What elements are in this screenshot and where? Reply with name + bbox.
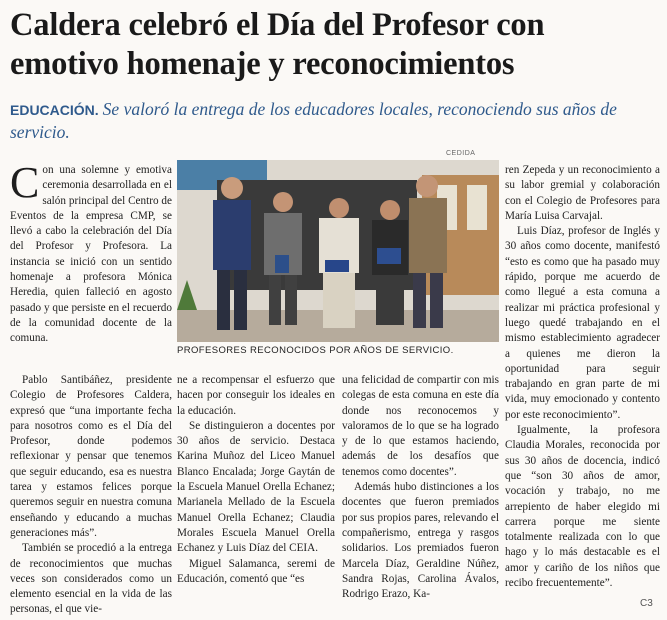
paragraph: ren Zepeda y un reconocimiento a su labor gremial y colaboración con el Colegio de Profesores para María Luisa Carvajal. bbox=[505, 164, 660, 222]
paragraph: Se distinguieron a docentes por 30 años de servicio. Destaca Karina Muñoz del Liceo Manuel Blanco Encalada; Jorge Gaytán de la Escuela Manuel Orella Echanez; Marianela Mellado de la Escuela Manuel Orella Echanez; Claudia Morales Escuela Manuel Orella Echanez y Luis Díaz del CEIA. bbox=[177, 419, 335, 555]
photo-credit: CEDIDA bbox=[446, 150, 476, 157]
lead-text: on una solemne y emotiva ceremonia desarrollada en el salón principal del Centro de Eventos de la empresa CMP, se llevó a cabo la celebración del Día del Profesor y Profesora. La instancia se inició con un sentido homenaje a profesora Mónica Heredia, quien falleció en agosto pasado y que persiste en el recuerdo de la comunidad docente de la comuna. bbox=[10, 164, 172, 345]
photo-caption: PROFESORES RECONOCIDOS POR AÑOS DE SERVICIO. bbox=[177, 345, 454, 356]
end-mark: C3 bbox=[640, 598, 653, 609]
subheadline-text: Se valoró la entrega de los educadores locales, reconociendo sus años de servicio. bbox=[10, 99, 617, 142]
drop-cap: C bbox=[10, 158, 40, 207]
paragraph: Además hubo distinciones a los docentes que fueron premiados por sus propios pares, relevando el compañerismo, entrega y rasgos solidarios. Los premiados fueron Marcela Díaz, Geraldine Núñez, Sandra Rojas, Carolina Ávalos, Rodrigo Erazo, Ka- bbox=[342, 481, 499, 601]
paragraph: Igualmente, la profesora Claudia Morales, reconocida por sus 30 años de docencia, indicó que “son 30 años de amor, vocación y trabajo, no me arrepiento de haber elegido mi carrera porque me siente totalmente realizada con lo que hago y lo más destacable es el amor y cariño de los niños que recibo frecuentemente”. bbox=[505, 424, 660, 590]
article-column-1-bottom bbox=[10, 373, 172, 618]
paragraph: Luis Díaz, profesor de Inglés y 30 años como docente, manifestó “esto es como que ha pasado muy rápido, porque me acuerdo de como llegué a esta comuna a realizar mi práctica profesional y luego quedé trabajando en el mismo establecimiento agradecer a quienes me dieron la oportunidad para seguir trabajando en gran parte de mi vida, muy emocionado y contento por este reconocimiento”. bbox=[505, 225, 660, 421]
headline: Caldera celebró el Día del Profesor con emotivo homenaje y reconocimientos bbox=[10, 7, 545, 82]
paragraph: una felicidad de compartir con mis colegas de esta comuna en este día donde nos reconocemos y valoramos de lo que se ha logrado y de lo que estamos haciendo, además de los desafíos que tenemos como docentes”. bbox=[342, 374, 499, 478]
section-label: EDUCACIÓN. bbox=[10, 102, 99, 118]
paragraph: Pablo Santibáñez, presidente Colegio de Profesores Caldera, expresó que “una importante fecha para nosotros como es el Día del Profesor, donde podemos reflexionar y pensar que tenemos que seguir educando, esa es nuestra tarea y estamos felices porque queremos seguir en nuestra comuna enseñando y educando a muchas generaciones más”. bbox=[10, 374, 172, 539]
subheadline bbox=[10, 98, 655, 143]
article-column-3 bbox=[342, 373, 499, 602]
paragraph: También se procedió a la entrega de reconocimientos que muchas veces son considerados como un elemento esencial en la vida de las personas, el que vie- bbox=[10, 542, 172, 616]
paragraph: Miguel Salamanca, seremi de Educación, comentó que “es bbox=[177, 557, 335, 585]
lead-paragraph bbox=[10, 158, 172, 347]
article-column-1-top bbox=[10, 158, 172, 347]
article-photo bbox=[177, 160, 499, 342]
article-column-4 bbox=[505, 163, 660, 591]
teachers-photo-illustration bbox=[177, 160, 499, 342]
article-column-2 bbox=[177, 373, 335, 587]
paragraph: ne a recompensar el esfuerzo que hacen por conseguir los ideales en la educación. bbox=[177, 374, 335, 417]
